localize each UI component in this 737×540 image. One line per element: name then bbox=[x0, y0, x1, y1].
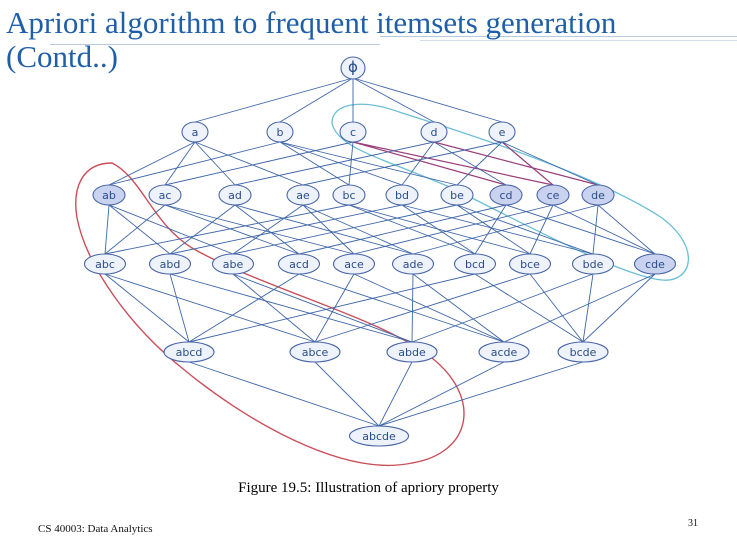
lattice-edge bbox=[502, 142, 553, 185]
lattice-node-label: abce bbox=[301, 346, 329, 359]
lattice-edge bbox=[583, 274, 655, 342]
lattice-edge bbox=[195, 78, 353, 122]
lattice-node bbox=[213, 254, 254, 274]
lattice-node-label: bcd bbox=[464, 258, 486, 271]
lattice-node-label: abd bbox=[159, 258, 181, 271]
lattice-edge bbox=[412, 274, 413, 342]
course-footer: CS 40003: Data Analytics bbox=[38, 523, 153, 535]
lattice-node-label: ade bbox=[402, 258, 424, 271]
lattice-node-label: e bbox=[498, 126, 506, 139]
infrequent-boundary-curve bbox=[76, 163, 464, 465]
lattice-node-label: abcde bbox=[362, 430, 396, 443]
lattice-edge bbox=[349, 142, 353, 185]
lattice-edge bbox=[353, 78, 434, 122]
lattice-edge bbox=[299, 274, 504, 342]
lattice-edge bbox=[170, 274, 189, 342]
lattice-node-label: acd bbox=[289, 258, 309, 271]
lattice-node bbox=[350, 426, 409, 446]
lattice-node bbox=[558, 342, 608, 362]
lattice-edge bbox=[504, 274, 655, 342]
lattice-node-label: a bbox=[191, 126, 199, 139]
lattice-edge bbox=[412, 274, 593, 342]
lattice-node-label: ace bbox=[344, 258, 364, 271]
lattice-node bbox=[334, 254, 375, 274]
lattice-node-label: abde bbox=[398, 346, 426, 359]
lattice-edge bbox=[280, 78, 353, 122]
lattice-edge bbox=[379, 362, 583, 426]
lattice-node-label: bce bbox=[520, 258, 540, 271]
lattice-edge bbox=[379, 362, 412, 426]
lattice-edge bbox=[105, 205, 349, 254]
lattice-node bbox=[479, 342, 529, 362]
lattice-edge bbox=[109, 205, 233, 254]
lattice-edge bbox=[598, 205, 655, 254]
lattice-edge bbox=[303, 205, 413, 254]
lattice-edge bbox=[233, 274, 315, 342]
lattice-node bbox=[150, 254, 191, 274]
lattice-node bbox=[387, 342, 437, 362]
lattice-node bbox=[279, 254, 320, 274]
lattice-node bbox=[489, 122, 515, 142]
lattice-node-label: ac bbox=[158, 189, 172, 202]
lattice-node bbox=[85, 254, 126, 274]
lattice-edge bbox=[280, 142, 349, 185]
lattice-node-label: b bbox=[276, 126, 284, 139]
lattice-node-label: bcde bbox=[569, 346, 597, 359]
lattice-node bbox=[182, 122, 208, 142]
lattice-node-label: bde bbox=[582, 258, 604, 271]
lattice-node bbox=[219, 185, 251, 205]
lattice-node bbox=[340, 122, 366, 142]
lattice-edge bbox=[315, 362, 379, 426]
lattice-edge bbox=[457, 205, 530, 254]
lattice-node bbox=[421, 122, 447, 142]
lattice-node bbox=[510, 254, 551, 274]
lattice-edge bbox=[195, 142, 303, 185]
lattice-node bbox=[441, 185, 473, 205]
lattice-node-label: cde bbox=[645, 258, 665, 271]
lattice-edge bbox=[353, 78, 502, 122]
lattice-edge bbox=[195, 142, 235, 185]
lattice-node-label: ϕ bbox=[348, 58, 358, 76]
lattice-node bbox=[290, 342, 340, 362]
lattice-edge bbox=[170, 205, 402, 254]
lattice-node-label: cd bbox=[499, 189, 513, 202]
lattice-node-label: acde bbox=[490, 346, 518, 359]
lattice-edge bbox=[553, 205, 655, 254]
lattice-edge bbox=[315, 274, 530, 342]
lattice-node-label: be bbox=[450, 189, 464, 202]
lattice-edge bbox=[109, 142, 195, 185]
lattice-edge bbox=[189, 362, 379, 426]
lattice-node bbox=[267, 122, 293, 142]
lattice-node bbox=[93, 185, 125, 205]
lattice-node bbox=[393, 254, 434, 274]
lattice-edge bbox=[583, 274, 593, 342]
lattice-node-label: bd bbox=[395, 189, 409, 202]
lattice-node-label: ad bbox=[228, 189, 242, 202]
lattice-edge bbox=[593, 205, 598, 254]
lattice-node bbox=[287, 185, 319, 205]
lattice-node bbox=[333, 185, 365, 205]
lattice-edge bbox=[105, 205, 165, 254]
lattice-node-label: ab bbox=[102, 189, 116, 202]
lattice-node bbox=[455, 254, 496, 274]
lattice-node bbox=[164, 342, 214, 362]
lattice-node bbox=[386, 185, 418, 205]
page-number: 31 bbox=[688, 518, 698, 529]
lattice-edge bbox=[105, 274, 315, 342]
lattice-edge bbox=[354, 205, 553, 254]
lattice-edge bbox=[165, 142, 195, 185]
lattice-edge bbox=[165, 205, 299, 254]
lattice-node-label: ce bbox=[546, 189, 560, 202]
lattice-node-label: bc bbox=[342, 189, 356, 202]
lattice-edge bbox=[530, 274, 583, 342]
lattice-edge bbox=[299, 205, 506, 254]
lattice-node bbox=[490, 185, 522, 205]
lattice-node bbox=[149, 185, 181, 205]
slide-title: Apriori algorithm to frequent itemsets generation (Contd..) bbox=[6, 5, 617, 74]
figure-caption: Figure 19.5: Illustration of apriory property bbox=[238, 480, 499, 496]
lattice-edge bbox=[506, 205, 655, 254]
lattice-edge bbox=[402, 205, 593, 254]
lattice-edge bbox=[189, 274, 475, 342]
lattice-edge bbox=[413, 274, 504, 342]
lattice-node-label: c bbox=[349, 126, 357, 139]
lattice-node bbox=[341, 57, 365, 79]
lattice-node-label: d bbox=[430, 126, 438, 139]
lattice-node-label: abcd bbox=[175, 346, 203, 359]
lattice-node bbox=[573, 254, 614, 274]
lattice-node-label: de bbox=[591, 189, 605, 202]
lattice-edge bbox=[105, 274, 189, 342]
lattice-node bbox=[635, 254, 676, 274]
lattice-node bbox=[537, 185, 569, 205]
itemset-lattice-diagram bbox=[62, 58, 698, 472]
lattice-edge bbox=[105, 205, 109, 254]
lattice-figure bbox=[62, 58, 698, 472]
lattice-node-label: abe bbox=[222, 258, 244, 271]
lattice-node-label: abc bbox=[95, 258, 115, 271]
lattice-edge bbox=[379, 362, 504, 426]
lattice-edge bbox=[233, 274, 412, 342]
lattice-node bbox=[582, 185, 614, 205]
lattice-node-label: ae bbox=[296, 189, 310, 202]
